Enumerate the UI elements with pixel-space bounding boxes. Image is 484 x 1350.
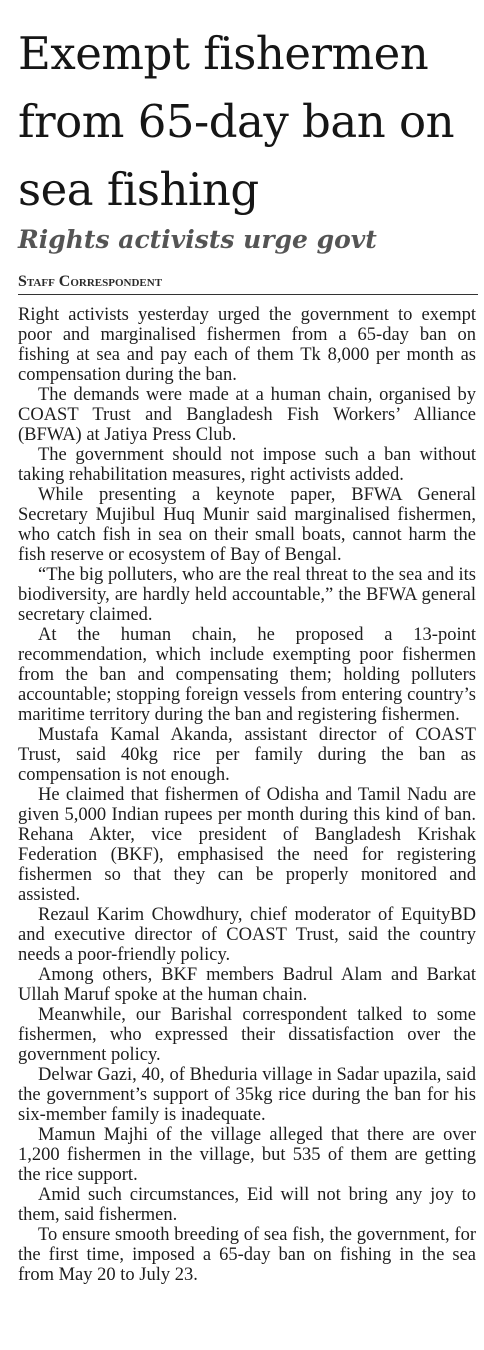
article-body	[18, 305, 476, 1285]
paragraph: Delwar Gazi, 40, of Bheduria village in Sadar upazila, said the government’s support of 35kg rice during the ban for his six-member family is inadequate.	[18, 1065, 476, 1125]
paragraph: Mamun Majhi of the village alleged that there are over 1,200 fishermen in the village, but 535 of them are getting the rice support.	[18, 1125, 476, 1185]
headline: Exempt fishermen from 65-day ban on sea fishing	[18, 27, 455, 216]
paragraph: Right activists yesterday urged the government to exempt poor and marginalised fishermen from a 65-day ban on fishing at sea and pay each of them Tk 8,000 per month as compensation during the ban.	[18, 305, 476, 385]
byline-divider	[18, 294, 478, 295]
paragraph: Among others, BKF members Badrul Alam and Barkat Ullah Maruf spoke at the human chain.	[18, 965, 476, 1005]
paragraph: Amid such circumstances, Eid will not bring any joy to them, said fishermen.	[18, 1185, 476, 1225]
paragraph: “The big polluters, who are the real threat to the sea and its biodiversity, are hardly held accountable,” the BFWA general secretary claimed.	[18, 565, 476, 625]
paragraph: The government should not impose such a ban without taking rehabilitation measures, right activists added.	[18, 445, 476, 485]
paragraph: While presenting a keynote paper, BFWA General Secretary Mujibul Huq Munir said marginalised fishermen, who catch fish in sea on their small boats, cannot harm the fish reserve or ecosystem of Bay of Bengal.	[18, 485, 476, 565]
byline: Staff Correspondent	[18, 273, 163, 290]
subheadline: Rights activists urge govt	[18, 225, 377, 254]
paragraph: At the human chain, he proposed a 13-point recommendation, which include exempting poor fishermen from the ban and compensating them; holding polluters accountable; stopping foreign vessels from entering country’s maritime territory during the ban and registering fishermen.	[18, 625, 476, 725]
paragraph: Meanwhile, our Barishal correspondent talked to some fishermen, who expressed their dissatisfaction over the government policy.	[18, 1005, 476, 1065]
paragraph: Mustafa Kamal Akanda, assistant director of COAST Trust, said 40kg rice per family during the ban as compensation is not enough.	[18, 725, 476, 785]
paragraph: Rezaul Karim Chowdhury, chief moderator of EquityBD and executive director of COAST Trust, said the country needs a poor-friendly policy.	[18, 905, 476, 965]
paragraph: The demands were made at a human chain, organised by COAST Trust and Bangladesh Fish Workers’ Alliance (BFWA) at Jatiya Press Club.	[18, 385, 476, 445]
paragraph: He claimed that fishermen of Odisha and Tamil Nadu are given 5,000 Indian rupees per month during this kind of ban. Rehana Akter, vice president of Bangladesh Krishak Federation (BKF), emphasised the need for registering fishermen so that they can be properly monitored and assisted.	[18, 785, 476, 905]
paragraph: To ensure smooth breeding of sea fish, the government, for the first time, imposed a 65-day ban on fishing in the sea from May 20 to July 23.	[18, 1225, 476, 1285]
